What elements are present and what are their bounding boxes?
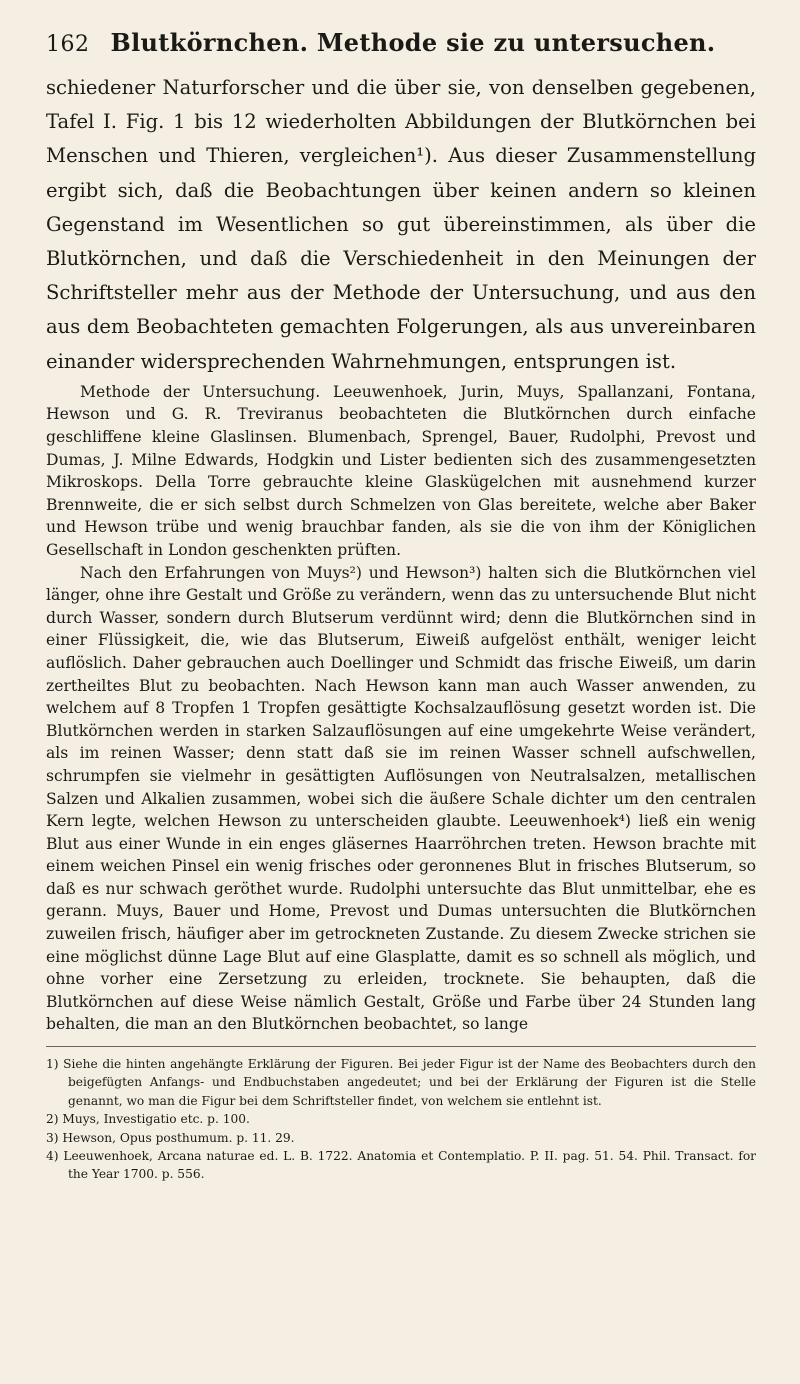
footnote-4: 4) Leeuwenhoek, Arcana naturae ed. L. B. 1722. Anatomia et Contemplatio. P. II. pag. 51. 54. Phil. Transact. for the Year 1700. p. 556. [46, 1149, 756, 1182]
running-title: Blutkörnchen. Methode sie zu untersuchen. [110, 28, 716, 57]
page-number: 162 [46, 32, 90, 57]
intro-paragraph-block [46, 71, 756, 379]
intro-paragraph: schiedener Naturforscher und die über sie, von denselben gegebenen, Tafel I. Fig. 1 bis 12 wiederholten Abbildungen der Blutkörnchen bei Menschen und Thieren, vergleichen¹). Aus dieser Zusammenstellung ergibt sich, daß die Beobachtungen über keinen andern so kleinen Gegenstand im Wesentlichen so gut übereinstimmen, als über die Blutkörnchen, und daß die Verschiedenheit in den Meinungen der Schriftsteller mehr aus der Methode der Untersuchung, und aus den aus dem Beobachteten gemachten Folgerungen, als aus unvereinbaren einander widersprechenden Wahrnehmungen, entsprungen ist. [46, 76, 756, 373]
method-paragraph-1: Methode der Untersuchung. Leeuwenhoek, Jurin, Muys, Spallanzani, Fontana, Hewson und G. R. Treviranus beobachteten die Blutkörnchen durch einfache geschliffene kleine Glaslinsen. Blumenbach, Sprengel, Bauer, Rudolphi, Prevost und Dumas, J. Milne Edwards, Hodgkin und Lister bedienten sich des zusammengesetzten Mikroskops. Della Torre gebrauchte kleine Glaskügelchen mit ausnehmend kurzer Brennweite, die er sich selbst durch Schmelzen von Glas bereitete, welche aber Baker und Hewson trübe und wenig brauchbar fanden, als sie die von ihm der Königlichen Gesellschaft in London geschenkten prüften. [46, 382, 756, 559]
page-header [46, 28, 756, 57]
footnote-2: 2) Muys, Investigatio etc. p. 100. [46, 1112, 250, 1127]
method-section [46, 381, 756, 1036]
method-paragraph-2: Nach den Erfahrungen von Muys²) und Hewson³) halten sich die Blutkörnchen viel länger, ohne ihre Gestalt und Größe zu verändern, wenn das zu untersuchende Blut nicht durch Wasser, sondern durch Blutserum verdünnt wird; denn die Blutkörnchen sind in einer Flüssigkeit, die, wie das Blutserum, Eiweiß aufgelöst enthält, weniger leicht auflöslich. Daher gebrauchen auch Doellinger und Schmidt das frische Eiweiß, um darin zertheiltes Blut zu beobachten. Nach Hewson kann man auch Wasser anwenden, zu welchem auf 8 Tropfen 1 Tropfen gesättigte Kochsalzauflösung gesetzt worden ist. Die Blutkörnchen werden in starken Salzauflösungen auf eine umgekehrte Weise verändert, als im reinen Wasser; denn statt daß sie im reinen Wasser schnell aufschwellen, schrumpfen sie vielmehr in gesättigten Auflösungen von Neutralsalzen, metallischen Salzen und Alkalien zusammen, wobei sich die äußere Schale dichter um den centralen Kern legte, welchen Hewson zu unterscheiden glaubte. Leeuwenhoek⁴) ließ ein wenig Blut aus einer Wunde in ein enges gläsernes Haarröhrchen treten. Hewson brachte mit einem weichen Pinsel ein wenig frisches oder geronnenes Blut in frisches Blutserum, so daß es nur schwach geröthet wurde. Rudolphi untersuchte das Blut unmittelbar, ehe es gerann. Muys, Bauer und Home, Prevost und Dumas untersuchten die Blutkörnchen zuweilen frisch, häufiger aber im getrockneten Zustande. Zu diesem Zwecke strichen sie eine möglichst dünne Lage Blut auf eine Glasplatte, damit es so schnell als möglich, und ohne vorher eine Zersetzung zu erleiden, trocknete. Sie behaupten, daß die Blutkörnchen auf diese Weise nämlich Gestalt, Größe und Farbe über 24 Stunden lang behalten, die man an den Blutkörnchen beobachtet, so lange [46, 563, 756, 1034]
footnotes [46, 1055, 756, 1184]
footnote-divider [46, 1046, 756, 1047]
footnote-3: 3) Hewson, Opus posthumum. p. 11. 29. [46, 1130, 295, 1145]
footnote-1: 1) Siehe die hinten angehängte Erklärung der Figuren. Bei jeder Figur ist der Name des Beobachters durch den beigefügten Anfangs- und Endbuchstaben angedeutet; und bei der Erklärung der Figuren ist die Stelle genannt, wo man die Figur bei dem Schriftsteller findet, von welchem sie entlehnt ist. [46, 1057, 756, 1108]
